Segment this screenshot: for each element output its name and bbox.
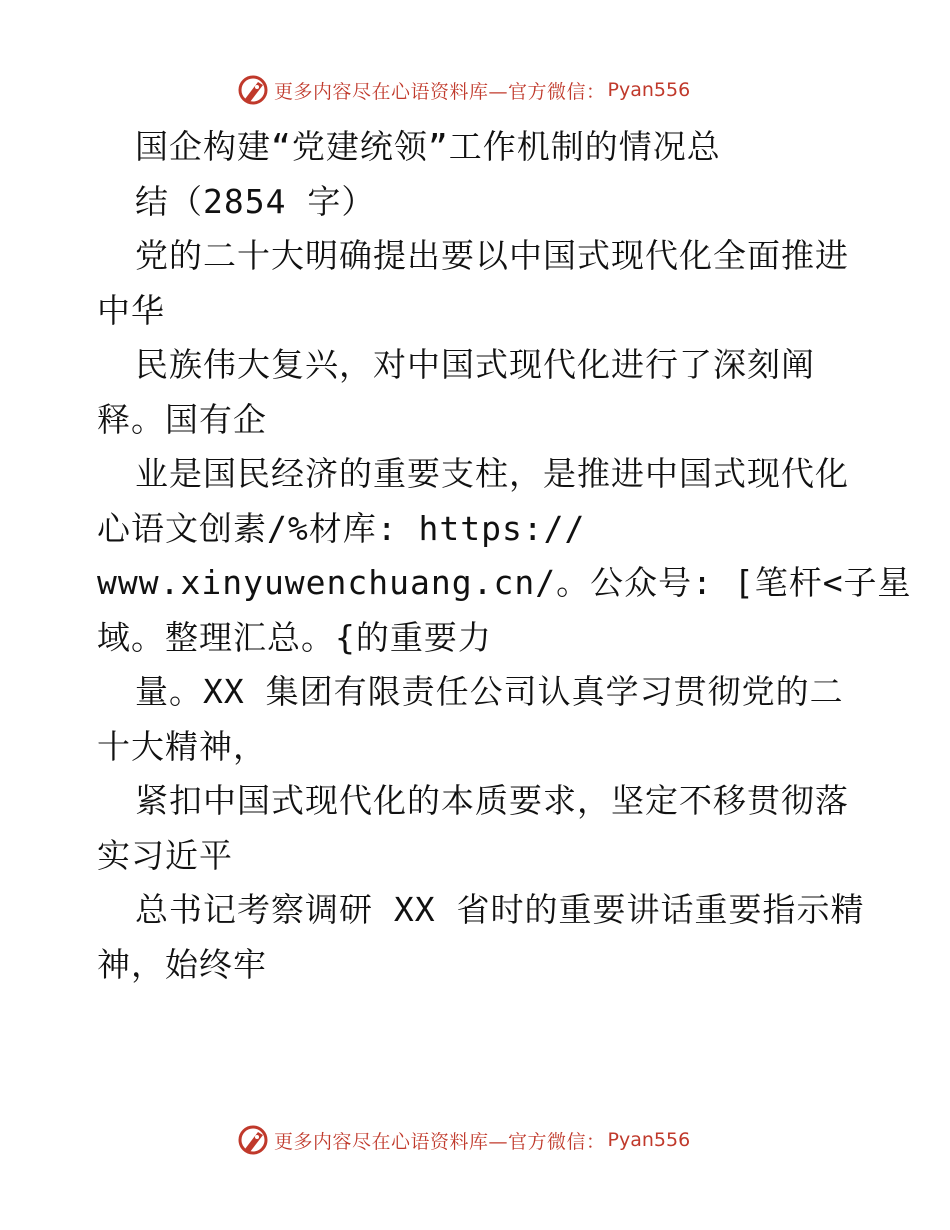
doc-text-line: 业是国民经济的重要支柱，是推进中国式现代化 bbox=[135, 454, 849, 493]
doc-text-line: www.xinyuwenchuang.cn/。公众号: [笔杆<子星 bbox=[97, 563, 912, 602]
pen-nib-logo-icon bbox=[236, 1123, 270, 1157]
doc-title-line-2: 结（2854 字） bbox=[135, 181, 376, 221]
doc-text-line: 十大精神， bbox=[97, 726, 267, 766]
header-banner bbox=[236, 72, 690, 108]
footer-banner bbox=[236, 1122, 690, 1158]
pen-nib-logo-icon bbox=[236, 73, 270, 107]
doc-text-line: 释。国有企 bbox=[97, 399, 267, 439]
doc-text-line: 神，始终牢 bbox=[97, 944, 267, 984]
doc-text-line: 量。XX 集团有限责任公司认真学习贯彻党的二 bbox=[135, 672, 844, 711]
doc-text-line: 总书记考察调研 XX 省时的重要讲话重要指示精 bbox=[135, 890, 865, 929]
doc-text-line: 实习近平 bbox=[97, 835, 233, 875]
doc-text-line: 紧扣中国式现代化的本质要求，坚定不移贯彻落 bbox=[135, 781, 849, 820]
footer-banner-text: 更多内容尽在心语资料库—官方微信： bbox=[274, 1130, 606, 1153]
doc-text-line: 民族伟大复兴，对中国式现代化进行了深刻阐 bbox=[135, 345, 815, 384]
doc-text-line: 心语文创素/%材库: https:// bbox=[97, 508, 586, 548]
doc-text-line: 中华 bbox=[97, 290, 165, 330]
header-wechat-id: Pyan556 bbox=[607, 79, 691, 101]
footer-wechat-id: Pyan556 bbox=[607, 1129, 691, 1151]
header-banner-text: 更多内容尽在心语资料库—官方微信： bbox=[274, 80, 606, 103]
doc-title-line-1: 国企构建“党建统领”工作机制的情况总 bbox=[135, 127, 721, 166]
doc-text-line: 域。整理汇总。{的重要力 bbox=[97, 617, 492, 657]
document-body bbox=[97, 120, 912, 992]
doc-text-line: 党的二十大明确提出要以中国式现代化全面推进 bbox=[135, 236, 849, 275]
